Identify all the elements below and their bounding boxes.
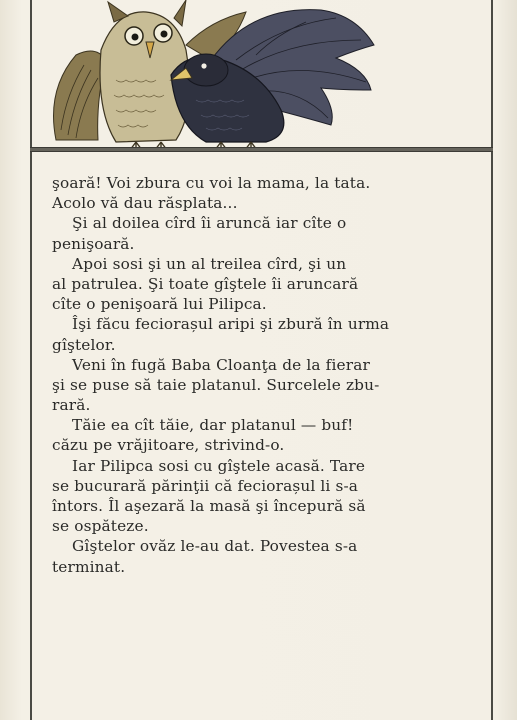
text-line: Gîştelor ovăz le-au dat. Povestea s-a [52, 537, 358, 556]
owl-and-crow-illustration [36, 0, 386, 160]
text-line: Iar Pilipca sosi cu gîştele acasă. Tare [52, 456, 366, 475]
text-line: penişoară. [52, 234, 135, 253]
text-line: căzu pe vrăjitoare, strivind-o. [52, 436, 285, 455]
text-line: întors. Îl aşezară la masă şi începură să [52, 497, 366, 515]
text-line: Îşi făcu feciorașul aripi şi zbură în urma [52, 315, 390, 334]
text-line: se bucurară părinţii că feciorașul li s-a [52, 476, 359, 495]
text-line: Tăie ea cît tăie, dar platanul — buf! [52, 416, 354, 435]
illustration-divider-bar [30, 147, 493, 152]
text-line: gîştelor. [52, 335, 116, 354]
text-line: şoară! Voi zbura cu voi la mama, la tata. [52, 174, 371, 192]
text-line: şi se puse să taie platanul. Surcelele zbu- [52, 375, 380, 394]
text-line: se ospăteze. [52, 517, 149, 536]
text-line: al patrulea. Şi toate gîştele îi aruncară [52, 274, 359, 293]
right-frame-line [491, 0, 493, 720]
crow-eye-icon [201, 63, 206, 68]
text-line: Veni în fugă Baba Cloanţa de la fierar [52, 355, 370, 374]
left-frame-line [30, 0, 32, 720]
text-line: cîte o penişoară lui Pilipca. [52, 295, 267, 314]
story-text [52, 173, 460, 577]
text-line: Acolo vă dau răsplata... [52, 194, 238, 213]
text-line: Şi al doilea cîrd îi aruncă iar cîte o [52, 214, 347, 233]
text-line: Apoi sosi şi un al treilea cîrd, şi un [52, 254, 347, 273]
text-line: terminat. [52, 557, 126, 576]
text-line: rară. [52, 396, 91, 415]
